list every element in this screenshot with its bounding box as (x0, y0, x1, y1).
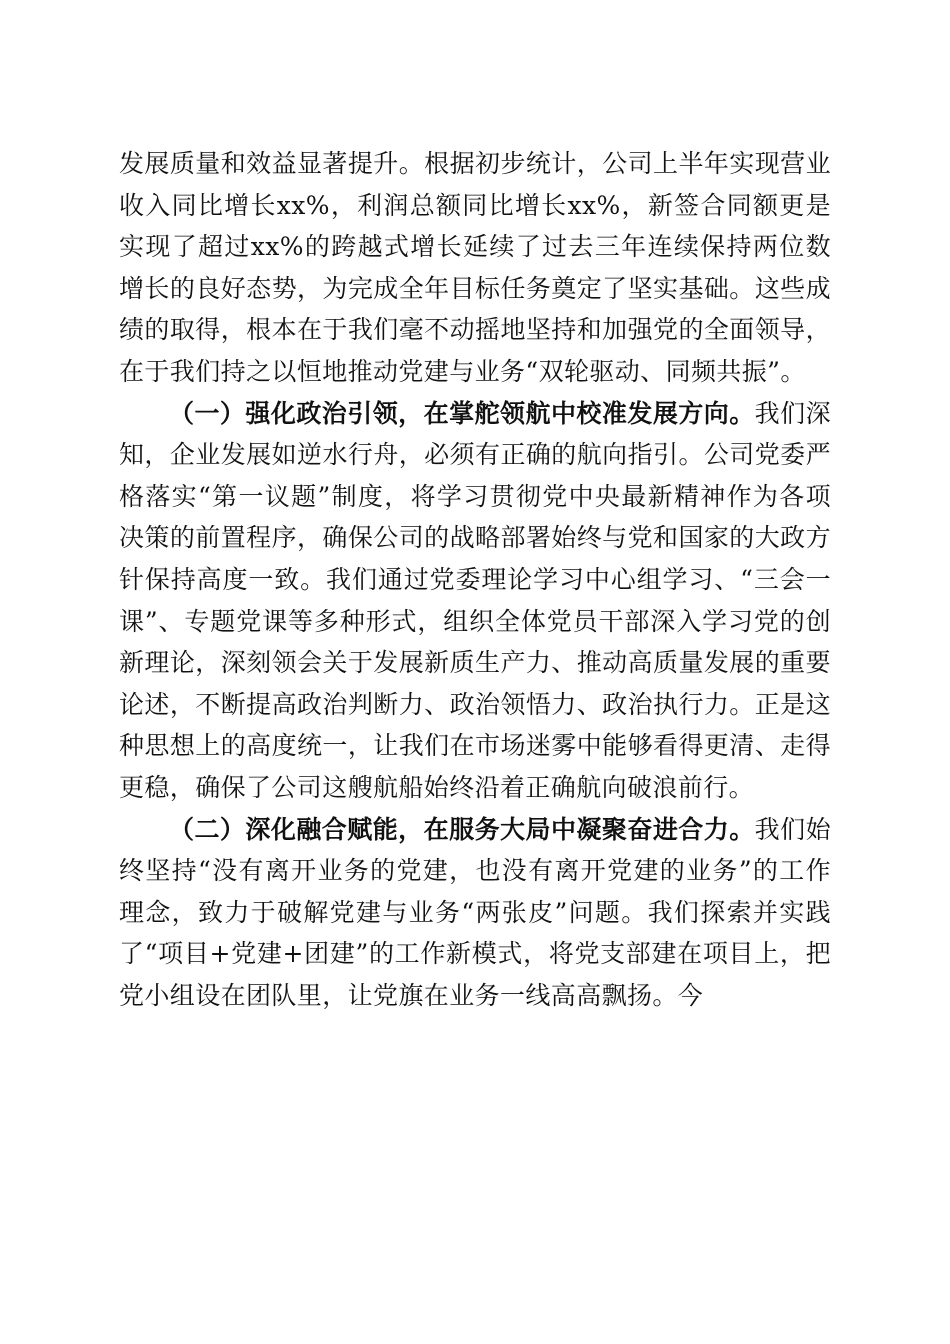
paragraph-3-text: 我们始终坚持“没有离开业务的党建，也没有离开党建的业务”的工作理念，致力于破解党建与业务“两张皮”问题。我们探索并实践了“项目+党建+团建”的工作新模式，将党支部建在项目上，把党小组设在团队里，让党旗在业务一线高高飘扬。今 (119, 814, 831, 1010)
paragraph-2-heading: （一）强化政治引领，在掌舵领航中校准发展方向。 (169, 398, 755, 428)
paragraph-3 (119, 809, 831, 1017)
document-body (119, 143, 831, 1016)
paragraph-1 (119, 143, 831, 393)
paragraph-2-text: 我们深知，企业发展如逆水行舟，必须有正确的航向指引。公司党委严格落实“第一议题”制度，将学习贯彻党中央最新精神作为各项决策的前置程序，确保公司的战略部署始终与党和国家的大政方针保持高度一致。我们通过党委理论学习中心组学习、“三会一课”、专题党课等多种形式，组织全体党员干部深入学习党的创新理论，深刻领会关于发展新质生产力、推动高质量发展的重要论述，不断提高政治判断力、政治领悟力、政治执行力。正是这种思想上的高度统一，让我们在市场迷雾中能够看得更清、走得更稳，确保了公司这艘航船始终沿着正确航向破浪前行。 (119, 398, 831, 802)
paragraph-1-text: 发展质量和效益显著提升。根据初步统计，公司上半年实现营业收入同比增长xx%，利润总额同比增长xx%，新签合同额更是实现了超过xx%的跨越式增长延续了过去三年连续保持两位数增长的良好态势，为完成全年目标任务奠定了坚实基础。这些成绩的取得，根本在于我们毫不动摇地坚持和加强党的全面领导，在于我们持之以恒地推动党建与业务“双轮驱动、同频共振”。 (119, 149, 831, 386)
paragraph-2 (119, 393, 831, 809)
paragraph-3-heading: （二）深化融合赋能，在服务大局中凝聚奋进合力。 (169, 814, 755, 844)
